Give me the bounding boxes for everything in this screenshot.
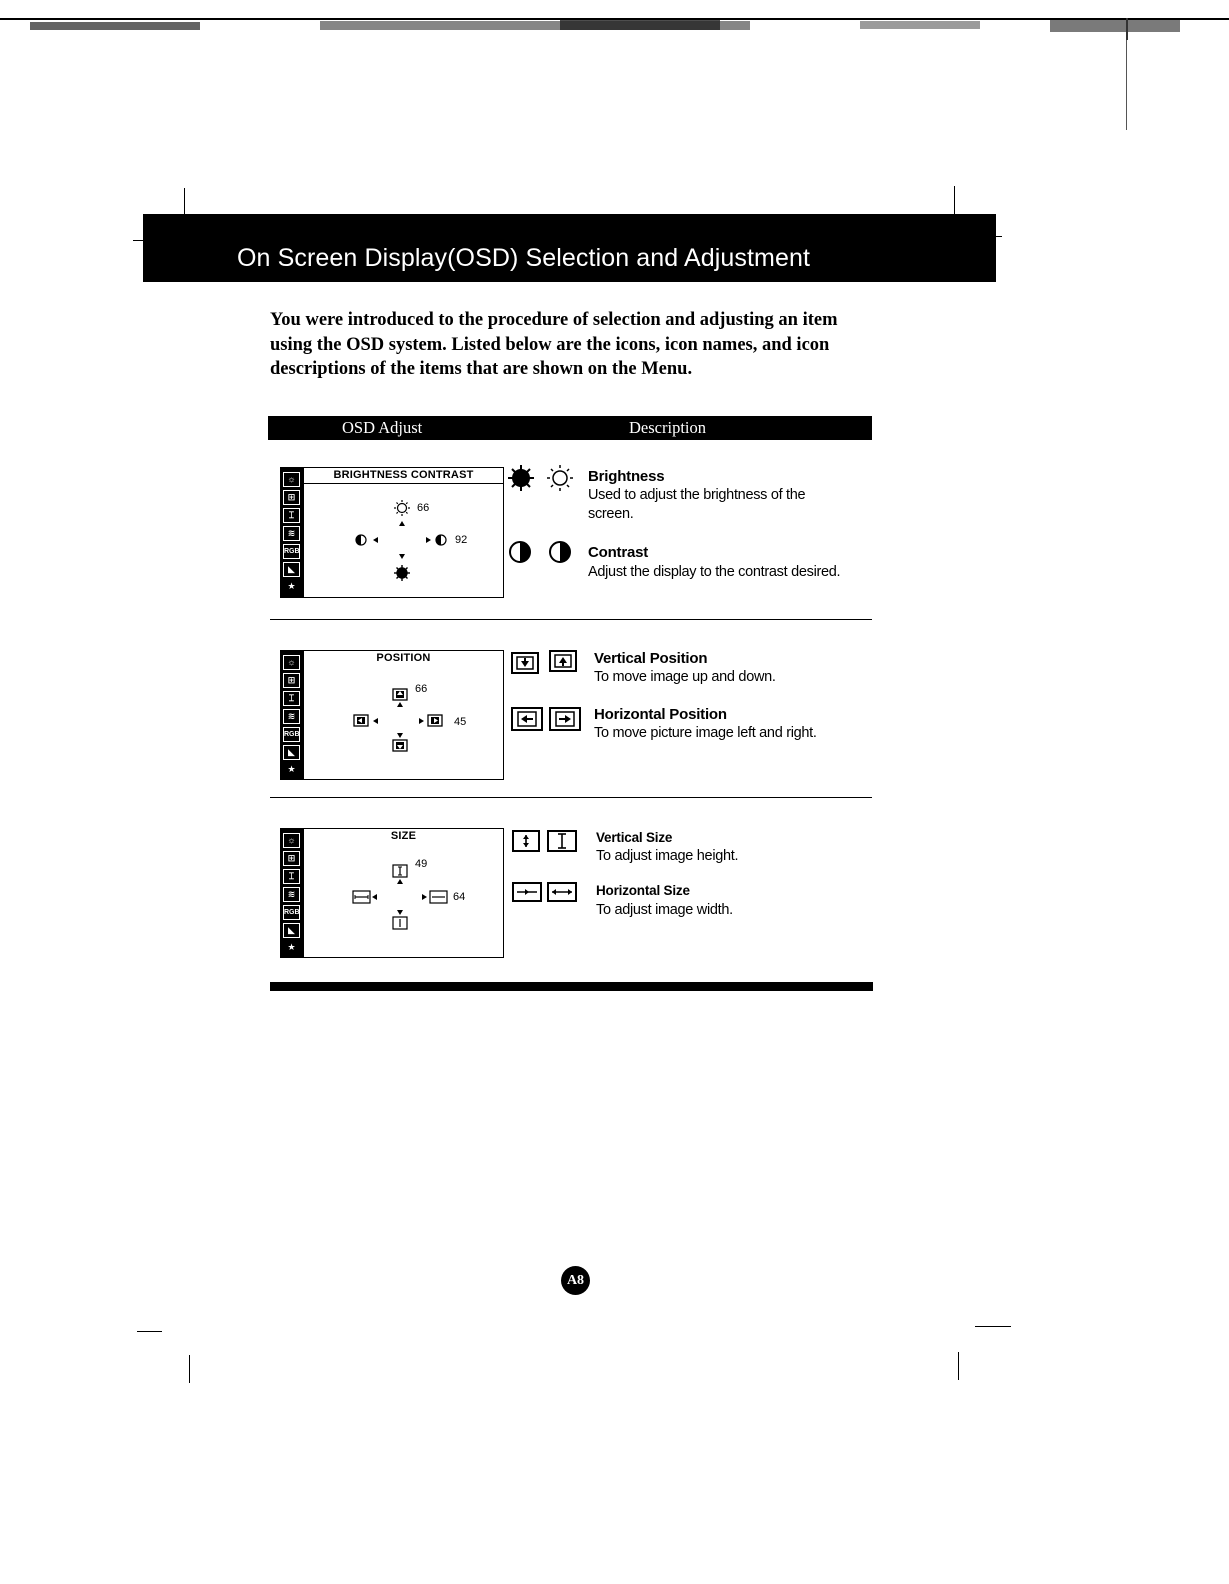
arrow-down-icon <box>399 554 405 559</box>
crop-mark <box>189 1355 190 1383</box>
position-up-icon <box>550 651 576 671</box>
menu-geometry-icon: ≋ <box>283 887 300 902</box>
item-title-horizontal-size: Horizontal Size <box>596 883 690 898</box>
horizontal-size-icon <box>353 891 370 903</box>
menu-geometry-icon: ≋ <box>283 526 300 541</box>
position-icon-group <box>510 650 585 735</box>
menu-special-icon: ★ <box>287 581 296 591</box>
menu-rgb-icon: RGB <box>283 905 300 920</box>
intro-paragraph: You were introduced to the procedure of selection and adjusting an item using the OSD system. Listed below are the icons, icon names, and icon descriptions of the items that are shown on the Menu. <box>270 310 838 379</box>
section-divider <box>270 619 872 620</box>
section-divider <box>270 797 872 798</box>
position-left-icon <box>512 708 542 730</box>
page-number-badge: A8 <box>561 1266 590 1295</box>
osd-top-value: 66 <box>415 683 428 695</box>
arrow-down-icon <box>397 910 403 915</box>
item-title-brightness: Brightness <box>588 468 665 485</box>
page-title: On Screen Display(OSD) Selection and Adjustment <box>237 244 811 272</box>
arrow-right-icon <box>422 894 427 900</box>
menu-language-icon: ◣ <box>283 745 300 760</box>
osd-top-value: 66 <box>417 502 430 514</box>
vertical-position-icon <box>393 689 407 700</box>
menu-position-icon: ⊞ <box>283 490 300 505</box>
column-header-description: Description <box>629 418 706 437</box>
contrast-icon <box>356 535 366 545</box>
crop-mark <box>954 186 955 216</box>
menu-position-icon: ⊞ <box>283 851 300 866</box>
item-text-vertical-size: To adjust image height. <box>596 848 739 864</box>
horizontal-position-icon <box>354 715 368 726</box>
vertical-size-icon <box>393 865 407 877</box>
size-expand-vertical-icon <box>548 831 576 851</box>
menu-rgb-icon: RGB <box>283 727 300 742</box>
osd-menu-title: SIZE <box>390 830 417 842</box>
arrow-left-icon <box>372 894 377 900</box>
horizontal-size-icon <box>430 891 447 903</box>
crop-mark <box>958 1352 959 1380</box>
osd-menu-title: POSITION <box>376 652 431 664</box>
crop-mark <box>184 188 185 216</box>
table-header <box>268 416 872 440</box>
menu-size-icon: ⌶ <box>283 691 300 706</box>
osd-adjust-controls <box>281 829 503 957</box>
item-text-vertical-position: To move image up and down. <box>594 669 776 685</box>
contrast-half-icon <box>550 542 570 562</box>
osd-menu-position <box>280 650 504 780</box>
menu-special-icon: ★ <box>287 942 296 952</box>
menu-brightness-icon: ☼ <box>283 472 300 487</box>
menu-brightness-icon: ☼ <box>283 833 300 848</box>
contrast-icon <box>436 535 446 545</box>
item-title-vertical-size: Vertical Size <box>596 830 673 845</box>
item-title-contrast: Contrast <box>588 544 649 561</box>
item-title-vertical-position: Vertical Position <box>594 650 708 667</box>
menu-size-icon: ⌶ <box>283 508 300 523</box>
brightness-contrast-icon-group <box>505 462 575 572</box>
size-icon-group <box>510 828 585 908</box>
sun-filled-icon <box>508 465 534 491</box>
horizontal-position-icon <box>428 715 442 726</box>
arrow-up-icon <box>397 702 403 707</box>
sun-outline-icon <box>547 465 573 491</box>
osd-adjust-controls <box>281 468 503 596</box>
item-text-brightness: Used to adjust the brightness of the screen. <box>588 487 806 522</box>
item-text-horizontal-position: To move picture image left and right. <box>594 725 817 741</box>
osd-menu-title: BRIGHTNESS CONTRAST <box>304 468 503 484</box>
column-header-osd-adjust: OSD Adjust <box>342 418 423 437</box>
arrow-right-icon <box>419 718 424 724</box>
vertical-position-icon <box>393 740 407 751</box>
item-text-contrast: Adjust the display to the contrast desired. <box>588 564 841 580</box>
menu-special-icon: ★ <box>287 764 296 774</box>
osd-menu-size <box>280 828 504 958</box>
osd-menu-brightness-contrast <box>280 467 504 598</box>
menu-language-icon: ◣ <box>283 923 300 938</box>
osd-right-value: 64 <box>453 891 466 903</box>
size-expand-horizontal-icon <box>548 883 576 901</box>
arrow-up-icon <box>399 521 405 526</box>
size-shrink-horizontal-icon <box>513 883 541 901</box>
position-down-icon <box>512 653 538 673</box>
arrow-right-icon <box>426 537 431 543</box>
menu-geometry-icon: ≋ <box>283 709 300 724</box>
menu-position-icon: ⊞ <box>283 673 300 688</box>
table-bottom-rule <box>270 982 873 991</box>
crop-mark <box>975 1326 1011 1327</box>
size-shrink-vertical-icon <box>513 831 539 851</box>
menu-size-icon: ⌶ <box>283 869 300 884</box>
scan-noise-strip <box>0 14 1229 40</box>
menu-brightness-icon: ☼ <box>283 655 300 670</box>
osd-top-value: 49 <box>415 858 428 870</box>
sun-filled-icon <box>394 565 410 581</box>
item-title-horizontal-position: Horizontal Position <box>594 706 727 723</box>
osd-right-value: 92 <box>455 534 468 546</box>
menu-rgb-icon: RGB <box>283 544 300 559</box>
arrow-up-icon <box>397 879 403 884</box>
arrow-down-icon <box>397 733 403 738</box>
osd-adjust-controls <box>281 651 503 779</box>
arrow-left-icon <box>373 537 378 543</box>
arrow-left-icon <box>373 718 378 724</box>
position-right-icon <box>550 708 580 730</box>
contrast-half-icon <box>510 542 530 562</box>
menu-language-icon: ◣ <box>283 562 300 577</box>
vertical-size-icon <box>393 917 407 929</box>
item-text-horizontal-size: To adjust image width. <box>596 902 733 918</box>
sun-outline-icon <box>394 500 410 516</box>
crop-mark <box>137 1331 162 1332</box>
osd-right-value: 45 <box>454 716 467 728</box>
crop-mark <box>996 236 1002 237</box>
header-banner <box>143 214 996 282</box>
